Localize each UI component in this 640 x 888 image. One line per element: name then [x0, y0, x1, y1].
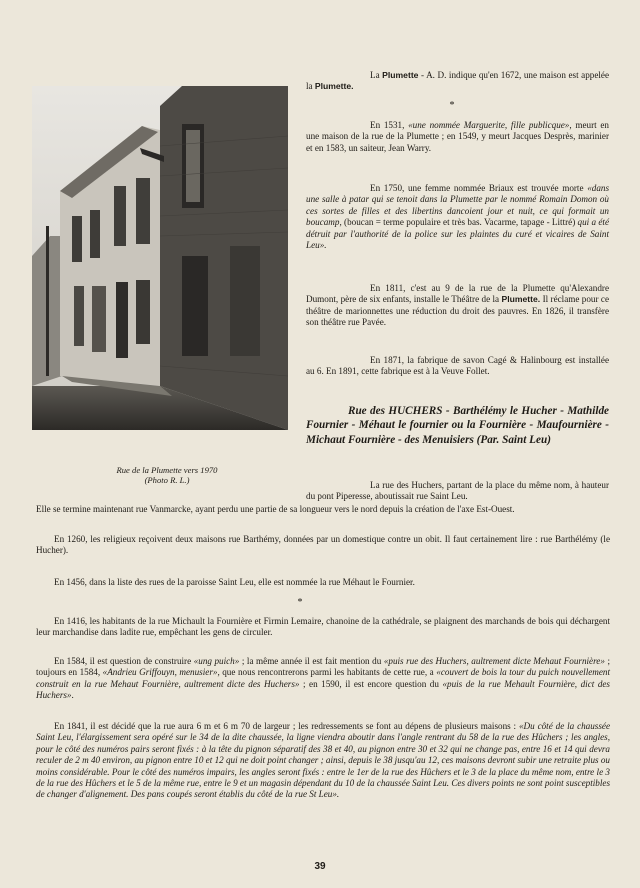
text-run: En 1416, les habitants de la rue Michault la Fournière et Firmin Lemaire, chanoine de la cathédrale, se plaignent des marchands de bois qui déchargent leur marchandise dans ladite rue, empêchant les gens de circuler.: [36, 616, 610, 638]
plumette-bold-3: Plumette.: [501, 294, 541, 305]
text-run: .: [71, 690, 74, 701]
text-run: Il réclame pour ce théâtre de marionnettes une réduction du droit des pauvres. En 1826, il transfère son théâtre rue Pavée.: [306, 294, 610, 328]
paragraph-huchers-right: [306, 480, 609, 503]
paragraph-1584: [36, 656, 610, 702]
caption-line-1: Rue de la Plumette vers 1970: [116, 465, 218, 475]
quote-run: «couvert de bois la tour du puich nouvellement construit en la rue Mehaut Fournière, aultrement dicte des Huchers»: [36, 667, 611, 689]
quote-run: «une nommée Marguerite, fille publicque»: [408, 120, 570, 130]
text-run: En 1841, il est décidé que la rue aura 6 m et 6 m 70 de largeur ; les redressements se font au dépens de plusieurs maisons :: [54, 721, 517, 731]
text-run: En 1456, dans la liste des rues de la paroisse Saint Leu, elle est nommée la rue Méhaut le Fournier.: [54, 577, 415, 587]
quote-run: «puis rue des Huchers, aultrement dicte Mehaut Fournière»: [383, 656, 605, 666]
paragraph-1456: [36, 577, 610, 588]
section-heading: [306, 404, 609, 447]
text-run: (boucan = terme populaire et très bas. Vacarme, tapage - Littré): [344, 217, 576, 228]
text-run: Elle se termine maintenant rue Vanmarcke, ayant perdu une partie de sa longueur vers le nord depuis la création de l'axe Est-Ouest.: [36, 504, 515, 514]
text-run: La rue des Huchers, partant de la place du même nom, à hauteur du pont Piperesse, aboutissait rue Saint Leu.: [306, 480, 609, 502]
text-run: , meurt en une maison de la rue de la Plumette ; en 1549, y meurt Jacques Desprès, marinier et en 1583, un saiteur, Jean Warry.: [306, 120, 609, 153]
paragraph-1260: [36, 534, 610, 557]
quote-run: «Andrieu Griffouyn, menusier»: [102, 667, 218, 678]
paragraph-1531: [306, 120, 609, 154]
section-star: *: [449, 100, 455, 111]
photo-illustration: [32, 86, 288, 430]
heading-text: Rue des HUCHERS - Barthélémy le Hucher - Mathilde Fournier - Méhaut le fournier ou la Fournière - Maufournière - Michaut Fournière - des Menuisiers (Par. Saint Leu): [306, 405, 609, 446]
text-run: ; la même année il est fait mention du: [241, 656, 382, 666]
paragraph-1811: [306, 283, 609, 329]
paragraph-1841: [36, 721, 610, 801]
quote-run: «Du côté de la chaussée Saint Leu, l'élargissement sera opéré sur le 34 de la dite chaussée, la ligne viendra aboutir dans l'angle rentrant du 58 de la rue des Hûchers ; les angles, pour le côté des numéros pairs seront fixés : à la tête du pignon séparatif des 38 et 40, au pignon entre 30 et 32 qui ne change pas, entre 16 et 14 qui devra reculer de 2 m 40 environ, au pignon entre 10 et 12 qui ne doit point changer ; ainsi, depuis le 38 jusqu'au 12, ces maisons devront subir une retraite plus ou moins considérable. Pour le côté des numéros impairs, les angles seront fixés : entre le 1er de la rue des Hûchers et le 3 de la place du même nom, entre le 3 de la rue des Hûchers et le 5 de la même rue, entre le 9 et un magasin dépendant du 10 de la chaussée Saint Leu. Ces divers points ne sont point susceptibles de changer d'alignement. Des pans coupés seront établis du côté de la rue St Leu».: [36, 721, 611, 800]
street-photograph: [32, 86, 288, 430]
section-star-2: *: [297, 597, 303, 608]
text-run: En 1750, une femme nommée Briaux est trouvée morte: [370, 183, 584, 193]
plumette-intro: [306, 70, 609, 93]
plumette-bold-2: Plumette.: [314, 81, 354, 92]
text-run: ; toujours en 1584,: [36, 656, 611, 678]
paragraph-1416: [36, 616, 610, 639]
text-run: En 1871, la fabrique de savon Cagé & Halinbourg est installée au 6. En 1891, cette fabrique est à la Veuve Follet.: [306, 355, 609, 377]
caption-line-2: (Photo R. L.): [144, 475, 190, 485]
quote-run: «puis de la rue Mehault Fournière, dict des Huchers»: [36, 678, 610, 701]
text-run: En 1531,: [370, 120, 405, 130]
text-run: En 1584, il est question de construire: [54, 656, 192, 666]
text-run: En 1811, c'est au 9 de la rue de la Plumette qu'Alexandre Dumont, père de six enfants, installe le Théâtre de la: [306, 283, 609, 305]
text-run: , que nous rencontrerons parmi les habitants de cette rue, a: [217, 667, 434, 678]
quote-run: qui a été détruit par l'authorité de la police sur les plaintes du curé et vicaires de Saint Leu».: [306, 217, 610, 251]
text-run: En 1260, les religieux reçoivent deux maisons rue Barthémy, données par un domestique contre un obit. Il faut certainement lire : rue Barthélémy (le Hucher).: [36, 534, 610, 556]
quote-run: «ung puich»: [193, 656, 240, 666]
photo-caption: [92, 465, 242, 485]
text-run: ; en 1590, il est encore question du: [302, 678, 439, 689]
paragraph-1871: [306, 355, 609, 378]
paragraph-1750: [306, 183, 609, 251]
plumette-bold: Plumette: [382, 70, 419, 80]
text-run: La: [370, 70, 380, 80]
paragraph-huchers-full: [36, 504, 610, 515]
page-number: 39: [314, 861, 326, 872]
text-run: - A. D. indique qu'en 1672, une maison est appelée la: [306, 70, 610, 92]
quote-run: «dans une salle à patar qui se tenoit dans la Plumette par le nommé Romain Domon où ces sortes de filles et des libertins dancoient jour et nuit, ce qui formait un boucamp,: [306, 183, 610, 228]
